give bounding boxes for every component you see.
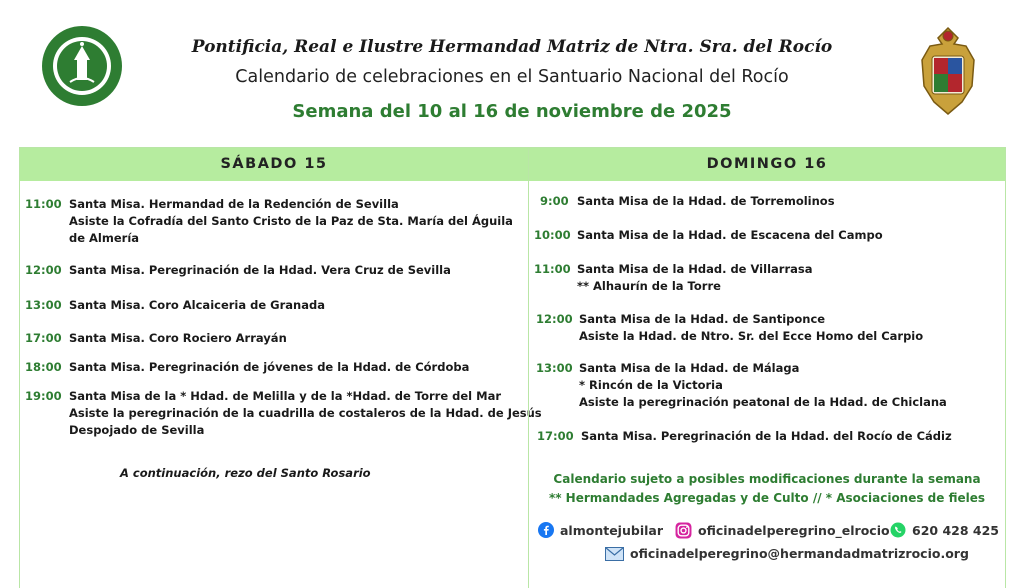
entry-time: 18:00 xyxy=(25,360,62,374)
email-icon xyxy=(605,547,624,561)
email-address: oficinadelperegrino@hermandadmatrizrocio.org xyxy=(630,546,969,561)
facebook-handle: almontejubilar xyxy=(560,522,663,538)
entry-time: 19:00 xyxy=(25,389,62,403)
whatsapp-icon xyxy=(890,522,906,538)
entry-line: Despojado de Sevilla xyxy=(69,423,205,437)
instagram-icon xyxy=(675,522,692,539)
header xyxy=(0,0,1024,140)
entry-line: Santa Misa. Hermandad de la Redención de Sevilla xyxy=(69,197,399,211)
entry-line: Santa Misa de la Hdad. de Torremolinos xyxy=(577,194,835,208)
legend-note: ** Hermandades Agregadas y de Culto // * Asociaciones de fieles xyxy=(548,491,986,505)
entry-line: de Almería xyxy=(69,231,140,245)
entry-time: 12:00 xyxy=(25,263,62,277)
entry-time: 9:00 xyxy=(540,194,569,208)
entry-time: 13:00 xyxy=(25,298,62,312)
entry-time: 17:00 xyxy=(537,429,574,443)
entry-line: Santa Misa. Coro Rociero Arrayán xyxy=(69,331,287,345)
entry-line: Santa Misa. Peregrinación de la Hdad. Vera Cruz de Sevilla xyxy=(69,263,451,277)
whatsapp-number: 620 428 425 xyxy=(912,522,999,538)
email-link[interactable] xyxy=(605,546,969,561)
rosary-note: A continuación, rezo del Santo Rosario xyxy=(120,466,371,480)
entry-line: ** Alhaurín de la Torre xyxy=(577,279,721,293)
saturday-heading: SÁBADO 15 xyxy=(20,148,528,181)
entry-line: Santa Misa. Peregrinación de la Hdad. del Rocío de Cádiz xyxy=(581,429,952,443)
page-subtitle: Calendario de celebraciones en el Santuario Nacional del Rocío xyxy=(235,67,789,87)
entry-line: Santa Misa de la Hdad. de Santiponce xyxy=(579,312,826,326)
entry-time: 10:00 xyxy=(534,228,571,242)
entry-line: * Rincón de la Victoria xyxy=(579,378,723,392)
facebook-icon xyxy=(538,522,554,538)
entry-line: Santa Misa de la * Hdad. de Melilla y de la *Hdad. de Torre del Mar xyxy=(69,389,502,403)
entry-time: 13:00 xyxy=(536,361,573,375)
whatsapp-link[interactable] xyxy=(890,522,999,538)
entry-line: Santa Misa de la Hdad. de Villarrasa xyxy=(577,262,813,276)
entry-time: 12:00 xyxy=(536,312,573,326)
entry-line: Santa Misa de la Hdad. de Escacena del Campo xyxy=(577,228,883,242)
entry-line: Santa Misa. Coro Alcaiceria de Granada xyxy=(69,298,325,312)
hermandad-coat-of-arms-icon xyxy=(914,26,982,116)
entry-time: 11:00 xyxy=(534,262,571,276)
entry-time: 17:00 xyxy=(25,331,62,345)
week-range: Semana del 10 al 16 de noviembre de 2025 xyxy=(292,101,732,122)
entry-line: Asiste la Cofradía del Santo Cristo de la Paz de Sta. María del Águila xyxy=(69,214,513,228)
instagram-handle: oficinadelperegrino_elrocio xyxy=(698,523,890,538)
facebook-link[interactable] xyxy=(538,522,663,538)
saturday-column xyxy=(19,147,542,588)
sunday-heading: DOMINGO 16 xyxy=(529,148,1005,181)
entry-line: Santa Misa de la Hdad. de Málaga xyxy=(579,361,800,375)
entry-line: Santa Misa. Peregrinación de jóvenes de la Hdad. de Córdoba xyxy=(69,360,470,374)
page-title: Pontificia, Real e Ilustre Hermandad Matriz de Ntra. Sra. del Rocío xyxy=(191,37,833,57)
entry-line: Asiste la peregrinación peatonal de la Hdad. de Chiclana xyxy=(579,395,947,409)
instagram-link[interactable] xyxy=(675,522,890,539)
schedule-disclaimer: Calendario sujeto a posibles modificaciones durante la semana xyxy=(553,472,981,486)
entry-time: 11:00 xyxy=(25,197,62,211)
entry-line: Asiste la Hdad. de Ntro. Sr. del Ecce Homo del Carpio xyxy=(579,329,924,343)
entry-line: Asiste la peregrinación de la cuadrilla de costaleros de la Hdad. de Jesús xyxy=(69,406,542,420)
sunday-column xyxy=(528,147,1006,588)
